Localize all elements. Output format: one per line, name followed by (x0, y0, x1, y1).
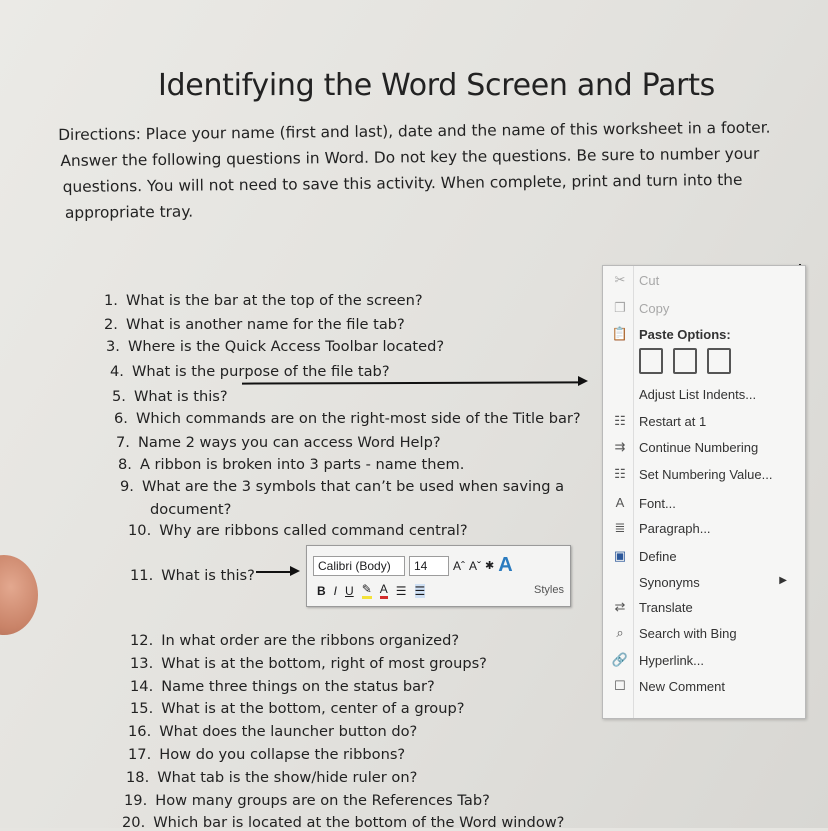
clipboard-icon: 📋 (611, 326, 629, 341)
directions-line: questions. You will not need to save this activity. When complete, print and turn into the (62, 170, 743, 196)
question-text: What are the 3 symbols that can’t be used when saving a (141, 478, 565, 495)
question-number: 12. (130, 632, 154, 649)
question-item (112, 388, 228, 405)
format-painter-icon[interactable]: ✱ (485, 560, 495, 572)
question-item (130, 632, 459, 649)
question-item (104, 316, 405, 333)
italic-button[interactable]: I (333, 583, 338, 598)
question-number: 10. (128, 522, 152, 539)
question-text: Name 2 ways you can access Word Help? (137, 434, 441, 451)
search-icon: ⌕ (616, 625, 624, 640)
paste-icons (639, 348, 731, 374)
question-number: 17. (128, 746, 152, 763)
question-text: Where is the Quick Access Toolbar located? (127, 338, 445, 355)
underline-button[interactable]: U (345, 583, 354, 598)
question-number: 11. (130, 567, 154, 584)
question-item (124, 792, 490, 809)
define-icon: ▣ (613, 548, 627, 563)
menu-item-adjust-list-indents[interactable] (603, 384, 803, 406)
question-item (150, 501, 231, 518)
menu-item-hyperlink[interactable] (603, 650, 803, 672)
question-number: 8. (118, 456, 132, 473)
menu-label: Search with Bing (639, 626, 737, 641)
menu-item-define[interactable] (603, 546, 803, 568)
question-number: 2. (104, 316, 118, 333)
directions-line: appropriate tray. (64, 202, 194, 222)
question-text: What is this? (161, 567, 255, 584)
menu-label: Translate (639, 600, 693, 615)
styles-button[interactable]: Styles (534, 584, 564, 596)
question-item (122, 814, 564, 831)
continue-numbering-icon: ⇉ (614, 439, 626, 454)
menu-item-font[interactable] (603, 493, 803, 515)
question-item (128, 522, 468, 539)
menu-item-set-numbering-value[interactable] (603, 464, 803, 486)
question-text: What is the bar at the top of the screen? (125, 292, 423, 309)
context-menu (602, 265, 806, 719)
bullets-icon[interactable]: ☰ (395, 583, 407, 598)
menu-item-paste-options (603, 324, 803, 346)
question-text: What is at the bottom, center of a group? (161, 700, 465, 717)
menu-item-new-comment[interactable] (603, 676, 803, 698)
menu-label: Synonyms (639, 575, 700, 590)
highlight-icon[interactable]: ✎ (362, 582, 372, 599)
paste-merge-formatting-icon[interactable] (673, 348, 697, 374)
question-item (130, 567, 255, 584)
menu-label: Continue Numbering (639, 440, 759, 455)
question-item (128, 723, 417, 740)
question-number: 15. (130, 700, 154, 717)
paste-text-only-icon[interactable] (707, 348, 731, 374)
arrow-q11 (256, 571, 290, 573)
arrow-head (290, 566, 300, 576)
question-text: What is at the bottom, right of most groups? (161, 655, 487, 672)
menu-label: Cut (639, 273, 660, 288)
question-item (110, 363, 390, 380)
question-text: Why are ribbons called command central? (159, 522, 468, 539)
paragraph-icon: ≣ (614, 520, 626, 535)
menu-label: Restart at 1 (639, 414, 707, 429)
grow-font-button[interactable]: Aˆ (453, 558, 465, 573)
question-number: 18. (126, 769, 150, 786)
question-number: 9. (120, 478, 134, 495)
question-text: How do you collapse the ribbons? (159, 746, 406, 763)
question-text: Name three things on the status bar? (161, 678, 435, 695)
question-item (114, 410, 581, 427)
numbering-icon[interactable]: ☰ (414, 583, 426, 598)
directions-line: Directions: Place your name (first and last), date and the name of this worksheet in a footer. (58, 118, 771, 144)
restart-numbering-icon: ☷ (614, 413, 626, 428)
bold-button[interactable]: B (317, 583, 326, 598)
menu-item-translate[interactable] (603, 597, 803, 619)
question-text: What is this? (133, 388, 228, 405)
menu-label: Paragraph... (639, 521, 711, 536)
question-number: 3. (106, 338, 120, 355)
question-text: How many groups are on the References Tab? (155, 792, 490, 809)
question-number: 13. (130, 655, 154, 672)
question-text: In what order are the ribbons organized? (161, 632, 460, 649)
shrink-font-button[interactable]: Aˇ (469, 558, 481, 573)
question-item (130, 700, 464, 717)
question-text: What is the purpose of the file tab? (131, 363, 390, 380)
menu-label: Hyperlink... (639, 653, 705, 668)
comment-icon: ☐ (614, 678, 626, 693)
menu-item-search-bing[interactable] (603, 623, 803, 645)
font-name-box[interactable]: Calibri (Body) (313, 556, 405, 576)
menu-label: Define (639, 549, 677, 564)
hyperlink-icon: 🔗 (611, 652, 629, 667)
menu-label: Paste Options: (639, 327, 731, 342)
question-number: 5. (112, 388, 126, 405)
scissors-icon: ✂ (614, 272, 626, 287)
question-item (130, 655, 487, 672)
question-number: 7. (116, 434, 130, 451)
menu-label: Copy (639, 301, 670, 316)
directions-line: Answer the following questions in Word. Do not key the questions. Be sure to number your (60, 144, 760, 170)
question-item (104, 292, 423, 309)
styles-gallery-icon[interactable]: A (498, 554, 513, 576)
copy-icon: ❐ (614, 300, 626, 315)
question-number: 14. (130, 678, 154, 695)
question-item (128, 746, 405, 763)
question-number: 1. (104, 292, 118, 309)
menu-label: Font... (639, 496, 676, 511)
menu-item-copy[interactable] (603, 298, 803, 320)
menu-label: Set Numbering Value... (639, 467, 773, 482)
question-text: What is another name for the file tab? (125, 316, 405, 333)
question-number: 6. (114, 410, 128, 427)
question-item (116, 434, 441, 451)
font-color-icon[interactable]: A (380, 582, 388, 599)
menu-item-synonyms[interactable] (603, 572, 803, 594)
menu-item-paragraph[interactable] (603, 518, 803, 540)
translate-icon: ⇄ (614, 599, 626, 614)
menu-item-continue-numbering[interactable] (603, 437, 803, 459)
menu-label: New Comment (639, 679, 725, 694)
menu-label: Adjust List Indents... (639, 387, 757, 402)
question-text: Which bar is located at the bottom of the Word window? (153, 814, 565, 831)
question-item (126, 769, 417, 786)
directions (58, 114, 779, 226)
font-size-box[interactable]: 14 (409, 556, 449, 576)
paste-keep-formatting-icon[interactable] (639, 348, 663, 374)
question-text: A ribbon is broken into 3 parts - name them. (139, 456, 465, 473)
question-item (118, 456, 464, 473)
question-number: 20. (122, 814, 146, 831)
question-text: What does the launcher button do? (159, 723, 418, 740)
menu-item-restart[interactable] (603, 411, 803, 433)
question-item (106, 338, 444, 355)
set-value-icon: ☷ (614, 466, 626, 481)
menu-item-cut[interactable] (603, 270, 803, 292)
question-number: 4. (110, 363, 124, 380)
question-text: document? (150, 501, 232, 518)
question-item (120, 478, 564, 495)
question-text: Which commands are on the right-most side of the Title bar? (135, 410, 581, 427)
font-icon: A (615, 495, 625, 510)
question-number: 19. (124, 792, 148, 809)
question-item (130, 678, 435, 695)
mini-toolbar (306, 545, 571, 607)
submenu-arrow-icon: ▶ (779, 575, 787, 586)
question-number: 16. (128, 723, 152, 740)
page-title: Identifying the Word Screen and Parts (158, 68, 715, 103)
question-text: What tab is the show/hide ruler on? (157, 769, 418, 786)
arrow-head (578, 376, 588, 386)
